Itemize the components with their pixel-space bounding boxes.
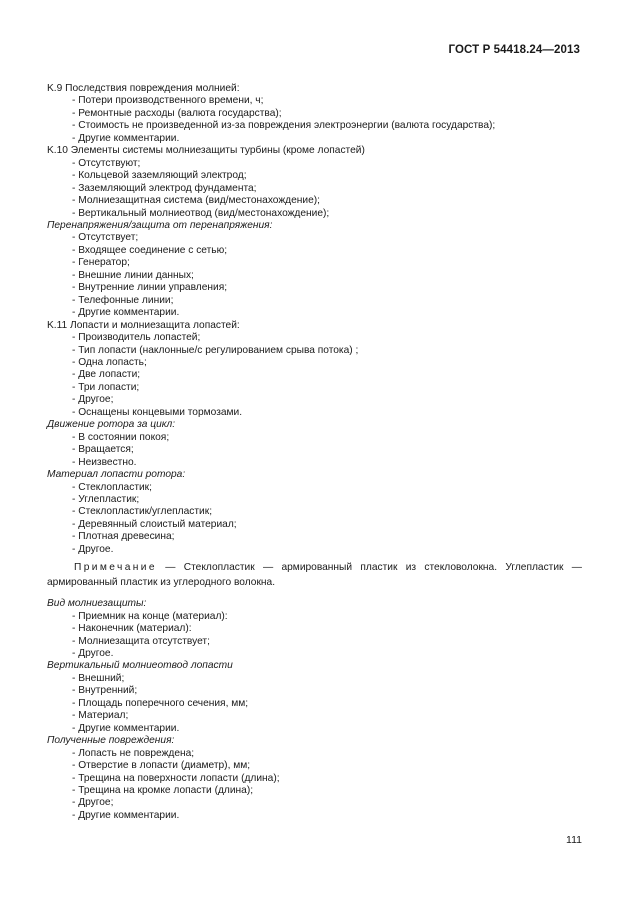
note-text: — Стеклопластик — армированный пластик из стекловолокна. Углепластик — армированный пластик из углеродного волокна. <box>47 562 582 589</box>
note-paragraph <box>47 560 582 590</box>
list-item: - Другие комментарии. <box>72 809 180 821</box>
note-label: Примечание <box>74 562 157 574</box>
list-item: - Внутренние линии управления; <box>72 282 228 294</box>
list-item: - Молниезащита отсутствует; <box>72 635 210 647</box>
document-body <box>47 83 582 822</box>
list-item: - Одна лопасть; <box>72 356 147 368</box>
list-item: - Другое; <box>72 394 114 406</box>
list-item: - Две лопасти; <box>72 369 141 381</box>
list-item: - Наконечник (материал): <box>72 623 192 635</box>
list-item: - Плотная древесина; <box>72 531 175 543</box>
list-item: - В состоянии покоя; <box>72 431 170 443</box>
list-item: - Оснащены концевыми тормозами. <box>72 406 243 418</box>
subsection-title: Вертикальный молниеотвод лопасти <box>47 660 233 672</box>
page-number: 111 <box>566 834 582 846</box>
section-k10-title: K.10 Элементы системы молниезащиты турбины (кроме лопастей) <box>47 145 365 157</box>
subsection-title: Полученные повреждения: <box>47 735 175 747</box>
list-item: - Трещина на кромке лопасти (длина); <box>72 785 254 797</box>
list-item: - Вертикальный молниеотвод (вид/местонахождение); <box>72 207 330 219</box>
list-item: - Внешние линии данных; <box>72 269 194 281</box>
list-item: - Деревянный слоистый материал; <box>72 518 237 530</box>
list-item: - Потери производственного времени, ч; <box>72 95 264 107</box>
list-item: - Генератор; <box>72 257 130 269</box>
list-item: - Трещина на поверхности лопасти (длина); <box>72 772 280 784</box>
list-item: - Другое; <box>72 797 114 809</box>
list-item: - Три лопасти; <box>72 381 140 393</box>
list-item: - Кольцевой заземляющий электрод; <box>72 170 247 182</box>
list-item: - Вращается; <box>72 444 134 456</box>
list-item: - Ремонтные расходы (валюта государства); <box>72 107 282 119</box>
list-item: - Стеклопластик/углепластик; <box>72 506 213 518</box>
document-header: ГОСТ Р 54418.24—2013 <box>448 44 580 56</box>
list-item: - Внутренний; <box>72 685 138 697</box>
list-item: - Молниезащитная система (вид/местонахождение); <box>72 195 320 207</box>
subsection-title: Вид молниезащиты: <box>47 598 147 610</box>
list-item: - Углепластик; <box>72 493 140 505</box>
list-item: - Тип лопасти (наклонные/с регулированием срыва потока) ; <box>72 344 359 356</box>
section-k11-title: K.11 Лопасти и молниезащита лопастей: <box>47 319 240 331</box>
list-item: - Стеклопластик; <box>72 481 152 493</box>
list-item: - Лопасть не повреждена; <box>72 747 195 759</box>
list-item: - Материал; <box>72 710 129 722</box>
section-k9-title: K.9 Последствия повреждения молнией: <box>47 83 240 94</box>
list-item: - Производитель лопастей; <box>72 332 201 344</box>
subsection-title: Движение ротора за цикл: <box>47 419 176 431</box>
list-item: - Отсутствуют; <box>72 157 141 169</box>
list-item: - Другие комментарии. <box>72 307 180 319</box>
list-item: - Другое. <box>72 648 114 660</box>
list-item: - Стоимость не произведенной из-за повреждения электроэнергии (валюта государства); <box>72 120 496 132</box>
list-item: - Другие комментарии. <box>72 722 180 734</box>
list-item: - Входящее соединение с сетью; <box>72 244 228 256</box>
list-item: - Телефонные линии; <box>72 294 174 306</box>
list-item: - Отверстие в лопасти (диаметр), мм; <box>72 760 251 772</box>
list-item: - Неизвестно. <box>72 456 137 468</box>
list-item: - Другие комментарии. <box>72 132 180 144</box>
list-item: - Другое. <box>72 543 114 555</box>
list-item: - Внешний; <box>72 672 125 684</box>
subsection-title: Перенапряжения/защита от перенапряжения: <box>47 219 273 231</box>
list-item: - Площадь поперечного сечения, мм; <box>72 697 249 709</box>
list-item: - Отсутствует; <box>72 232 139 244</box>
subsection-title: Материал лопасти ротора: <box>47 469 186 481</box>
list-item: - Приемник на конце (материал): <box>72 610 228 622</box>
list-item: - Заземляющий электрод фундамента; <box>72 182 257 194</box>
